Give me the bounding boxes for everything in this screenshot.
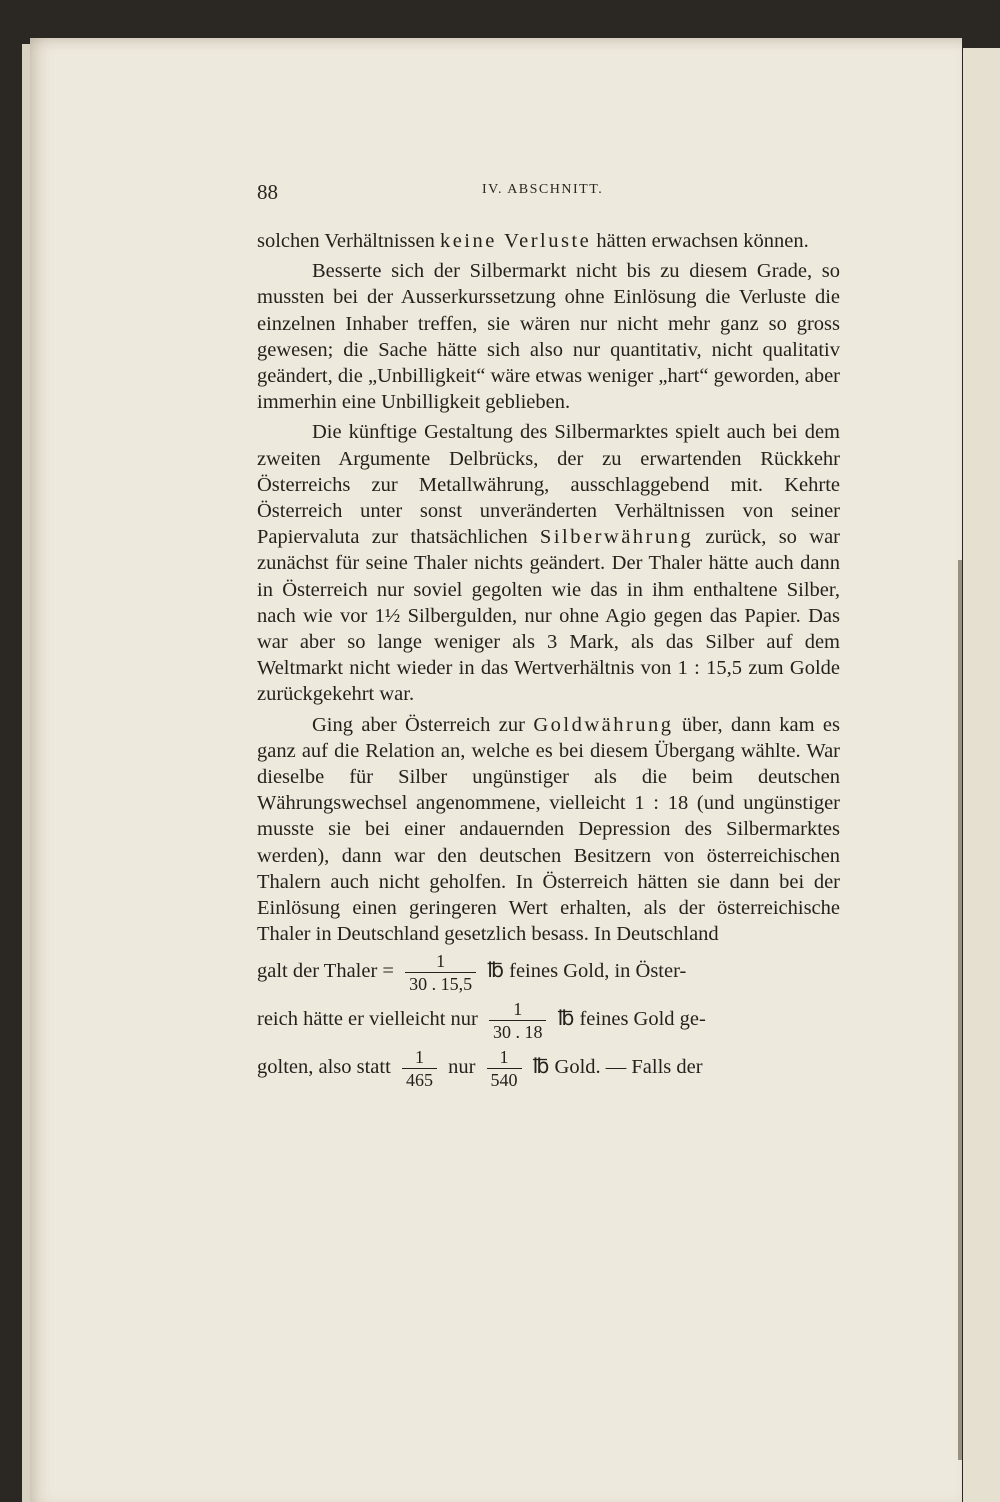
page-number: 88 (257, 180, 278, 204)
fraction-denominator: 30 . 15,5 (405, 972, 476, 993)
text-run: reich hätte er vielleicht nur (257, 1008, 483, 1031)
text-run: ℔ Gold. — Falls der (527, 1056, 703, 1079)
text-run: nur (442, 1056, 481, 1079)
fraction (405, 952, 476, 993)
body-text (257, 228, 840, 1091)
text-run: ℔ feines Gold, in Öster- (482, 960, 687, 983)
equation-line-1 (257, 947, 840, 995)
emphasis-run: Silberwährung (539, 526, 694, 549)
running-head: IV. ABSCHNITT. (482, 182, 604, 197)
fraction-numerator: 1 (499, 1047, 509, 1068)
fraction-denominator: 465 (402, 1068, 437, 1089)
fraction (487, 1048, 522, 1089)
paragraph-2: Besserte sich der Silbermarkt nicht bis zu diesem Grade, so mussten bei der Ausserkurssetzung ohne Einlösung die Verluste die einzelnen Inhaber treffen, sie wären nur nicht mehr ganz so gross gewesen; die Sache hätte sich also nur quantitativ, nicht qualitativ geändert, die „Unbilligkeit“ wäre etwas weniger „hart“ geworden, aber immerhin eine Unbilligkeit geblieben. (257, 260, 840, 414)
fraction-numerator: 1 (414, 1047, 424, 1068)
fraction (402, 1048, 437, 1089)
fraction (489, 1000, 547, 1041)
gutter-shadow (958, 560, 962, 1460)
fraction-denominator: 540 (487, 1068, 522, 1089)
text-run: zurück, so war zunächst für seine Thaler nichts geändert. Der Thaler hätte auch dann in Österreich nur soviel gegolten wie das in ihm enthaltene Silber, nach wie vor 1½ Silbergulden, nur ohne Agio gegen das Papier. Das war aber so lange weniger als 3 Mark, als das Silber auf dem Weltmarkt nicht wieder in das Wertverhältnis von 1 : 15,5 zum Golde zurückgekehrt war. (257, 526, 841, 706)
text-run: galt der Thaler = (257, 960, 400, 983)
text-run: Ging aber Österreich zur (312, 713, 534, 736)
emphasis-run: keine Verluste (439, 230, 592, 252)
next-page-edge (963, 48, 1000, 1502)
fraction-denominator: 30 . 18 (489, 1020, 547, 1041)
text-run: Die künftige Gestaltung des Silbermarktes spielt auch bei dem zweiten Argumente Delbrücks, der zu erwartenden Rückkehr Österreichs zur Metallwährung, ausschlaggebend mit. Kehrte Österreich unter sonst unveränderten Verhältnissen von seiner Papiervaluta zur thatsächlichen (257, 421, 840, 549)
text-run: über, dann kam es ganz auf die Relation an, welche es bei diesem Übergang wählte. War dieselbe für Silber ungünstiger als die beim deutschen Währungswechsel angenommene, vielleicht 1 : 18 (und ungünstiger musste sie bei einer andauernden Depression des Silbermarktes werden), dann war den deutschen Besitzern von österreichischen Thalern auch nicht geholfen. In Österreich hätten sie dann bei der Einlösung einen geringeren Wert erhalten, als der österreichische Thaler in Deutschland gesetzlich besass. In Deutschland (257, 713, 841, 946)
equation-line-3 (257, 1043, 840, 1091)
fraction-numerator: 1 (513, 999, 523, 1020)
equation-line-2 (257, 995, 840, 1043)
paragraph-3 (257, 419, 840, 707)
paragraph-4 (257, 712, 840, 948)
page-header (257, 180, 840, 208)
emphasis-run: Goldwährung (533, 713, 674, 736)
text-run: golten, also statt (257, 1056, 396, 1079)
text-run: hätten erwachsen können. (591, 230, 809, 252)
fraction-numerator: 1 (436, 951, 446, 972)
paragraph-1 (257, 228, 840, 254)
text-run: ℔ feines Gold ge- (552, 1008, 706, 1031)
text-run: solchen Verhältnissen (257, 230, 440, 252)
